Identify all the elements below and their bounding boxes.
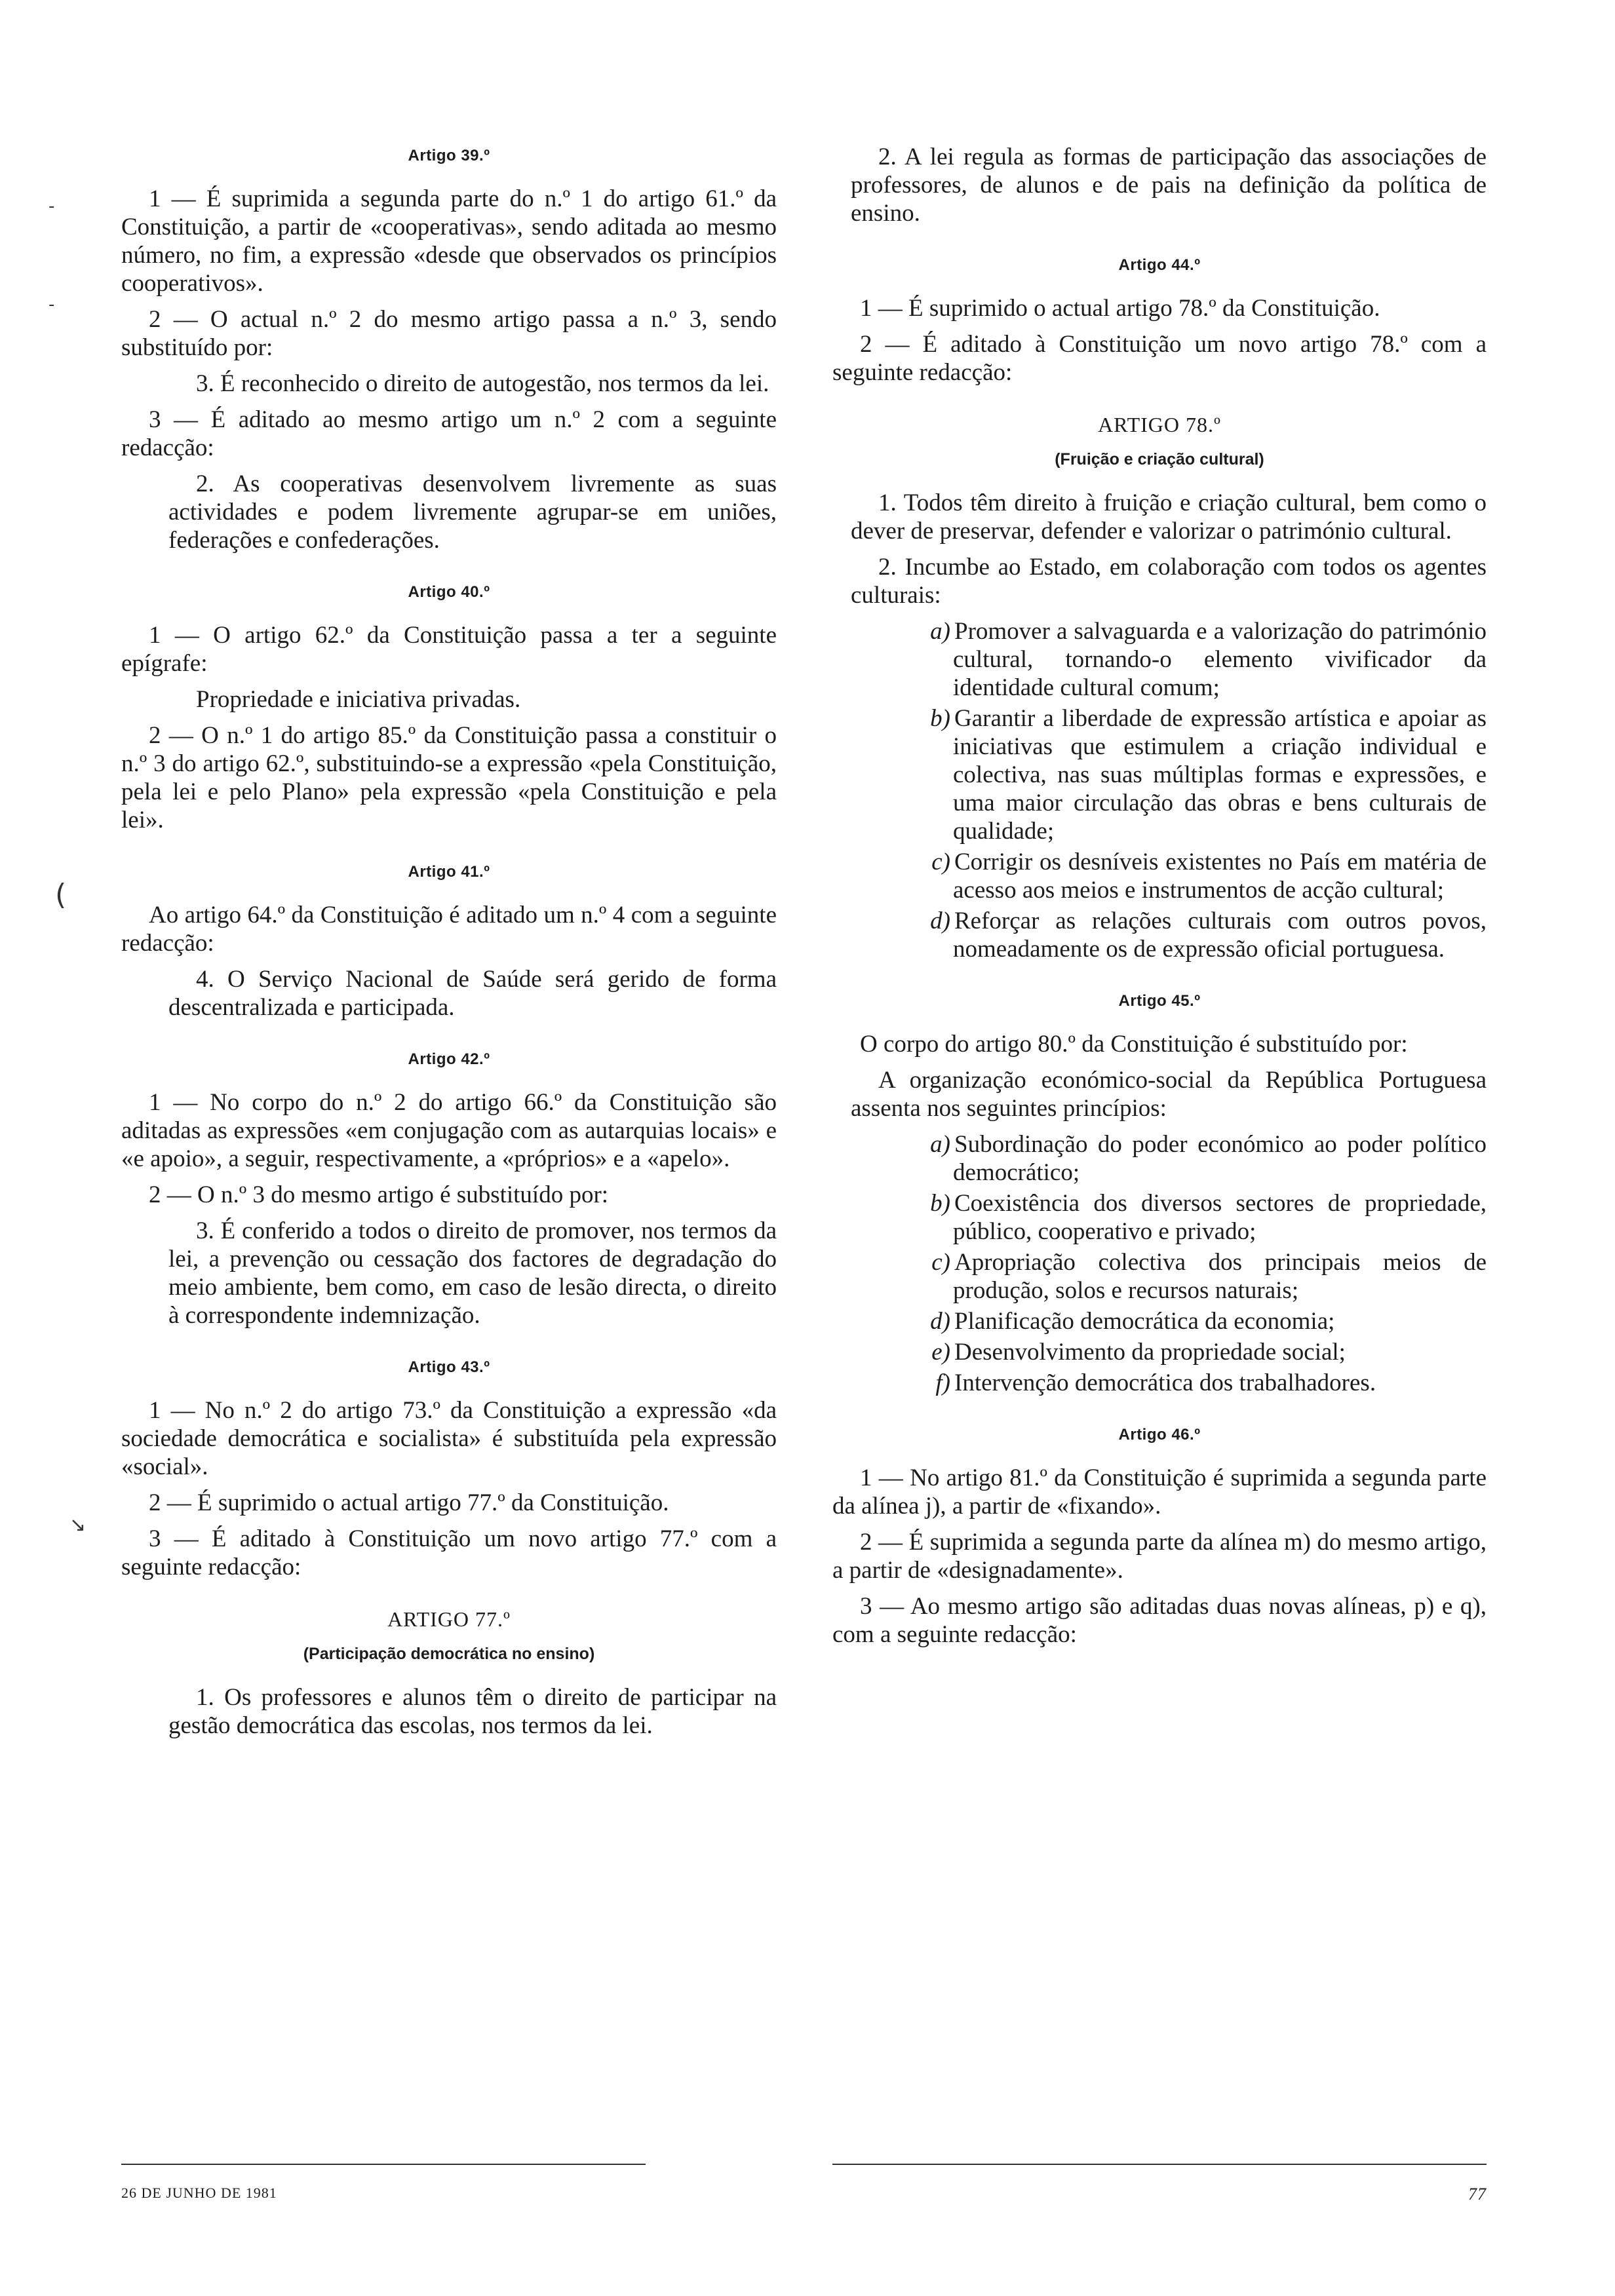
article-42-heading: Artigo 42.º — [408, 1050, 490, 1068]
article-43-paragraph-1: 1 — No n.º 2 do artigo 73.º da Constituição a expressão «da sociedade democrática e socialista» é substituída pela expressão «social». — [121, 1397, 777, 1480]
article-45-heading: Artigo 45.º — [1118, 992, 1201, 1010]
article-40-quote-1: Propriedade e iniciativa privadas. — [196, 686, 521, 713]
article-41-quote-1: 4. O Serviço Nacional de Saúde será gerido de forma descentralizada e participada. — [168, 966, 777, 1021]
article-44-heading: Artigo 44.º — [1118, 256, 1201, 274]
article-77-quote-1: 1. Os professores e alunos têm o direito de participar na gestão democrática das escolas, nos termos da lei. — [168, 1684, 777, 1739]
article-77-subtitle: (Participação democrática no ensino) — [303, 1645, 595, 1663]
article-45-paragraph-1: O corpo do artigo 80.º da Constituição é substituído por: — [860, 1031, 1408, 1058]
left-column — [121, 124, 777, 1748]
scan-mark: ↘ — [69, 1514, 87, 1537]
article-42-paragraph-2: 2 — O n.º 3 do mesmo artigo é substituído por: — [149, 1181, 609, 1208]
scan-mark: - — [49, 197, 55, 216]
list-item: a) Subordinação do poder económico ao poder político democrático; — [930, 1131, 1487, 1186]
article-46-paragraph-1: 1 — No artigo 81.º da Constituição é suprimida a segunda parte da alínea j), a partir de «fixando». — [832, 1464, 1487, 1520]
article-78-subtitle: (Fruição e criação cultural) — [1055, 450, 1264, 469]
scan-mark: - — [49, 295, 55, 315]
article-78-title: ARTIGO 78.º — [1098, 413, 1221, 436]
article-78-quote-1: 1. Todos têm direito à fruição e criação cultural, bem como o dever de preservar, defender e valorizar o património cultural. — [851, 489, 1487, 545]
article-39-paragraph-3: 3 — É aditado ao mesmo artigo um n.º 2 com a seguinte redacção: — [121, 406, 777, 461]
article-44-paragraph-1: 1 — É suprimido o actual artigo 78.º da Constituição. — [860, 295, 1380, 322]
list-item: b) Garantir a liberdade de expressão artística e apoiar as iniciativas que estimulem a criação individual e colectiva, nas suas múltiplas formas e expressões, e uma maior circulação das obras e bens culturais de qualidade; — [930, 705, 1487, 845]
article-43-paragraph-3: 3 — É aditado à Constituição um novo artigo 77.º com a seguinte redacção: — [121, 1525, 777, 1580]
article-78-list — [832, 617, 1487, 963]
article-77-title: ARTIGO 77.º — [387, 1607, 511, 1631]
article-44-paragraph-2: 2 — É aditado à Constituição um novo artigo 78.º com a seguinte redacção: — [832, 331, 1487, 386]
list-item: d) Reforçar as relações culturais com outros povos, nomeadamente os de expressão oficial portuguesa. — [930, 908, 1487, 963]
footer-rule-left — [121, 2164, 646, 2165]
list-item: b) Coexistência dos diversos sectores de propriedade, público, cooperativo e privado; — [930, 1190, 1487, 1245]
article-39-heading: Artigo 39.º — [408, 147, 490, 164]
article-80-list — [832, 1130, 1487, 1397]
article-46-paragraph-3: 3 — Ao mesmo artigo são aditadas duas novas alíneas, p) e q), com a seguinte redacção: — [832, 1593, 1487, 1648]
article-43-paragraph-2: 2 — É suprimido o actual artigo 77.º da Constituição. — [149, 1489, 669, 1516]
article-39-paragraph-1: 1 — É suprimida a segunda parte do n.º 1 do artigo 61.º da Constituição, a partir de «cooperativas», sendo aditada ao mesmo número, no fim, a expressão «desde que observados os princípios cooperativos». — [121, 185, 777, 297]
page-number: 77 — [1468, 2185, 1487, 2204]
list-item: c) Apropriação colectiva dos principais meios de produção, solos e recursos naturais; — [931, 1249, 1487, 1304]
article-41-paragraph-1: Ao artigo 64.º da Constituição é aditado um n.º 4 com a seguinte redacção: — [121, 902, 777, 957]
article-46-paragraph-2: 2 — É suprimida a segunda parte da alínea m) do mesmo artigo, a partir de «designadamente». — [832, 1529, 1487, 1584]
article-42-quote-1: 3. É conferido a todos o direito de promover, nos termos da lei, a prevenção ou cessação dos factores de degradação do meio ambiente, bem como, em caso de lesão directa, o direito à correspondente indemnização. — [168, 1217, 777, 1329]
article-39-quote-2: 2. As cooperativas desenvolvem livremente as suas actividades e podem livremente agrupar-se em uniões, federações e confederações. — [168, 470, 777, 554]
article-78-quote-2: 2. Incumbe ao Estado, em colaboração com todos os agentes culturais: — [851, 554, 1487, 609]
list-item: c) Corrigir os desníveis existentes no País em matéria de acesso aos meios e instrumentos de acção cultural; — [931, 849, 1487, 904]
footer-date: 26 DE JUNHO DE 1981 — [121, 2185, 277, 2201]
list-item: a) Promover a salvaguarda e a valorização do património cultural, tornando-o elemento vivificador da identidade cultural comum; — [930, 618, 1487, 701]
article-42-paragraph-1: 1 — No corpo do n.º 2 do artigo 66.º da Constituição são aditadas as expressões «em conjugação com as autarquias locais» e «e apoio», a seguir, respectivamente, a «próprios» e a «apelo». — [121, 1089, 777, 1172]
footer-rule-right — [832, 2164, 1487, 2165]
article-40-paragraph-2: 2 — O n.º 1 do artigo 85.º da Constituição passa a constituir o n.º 3 do artigo 62.º, substituindo-se a expressão «pela Constituição, pela lei e pelo Plano» pela expressão «pela Constituição e pela lei». — [121, 722, 777, 833]
article-46-heading: Artigo 46.º — [1118, 1426, 1201, 1444]
scan-mark: ( — [55, 878, 67, 911]
article-77-quote-2: 2. A lei regula as formas de participação das associações de professores, de alunos e de pais na definição da política de ensino. — [851, 144, 1487, 227]
article-43-heading: Artigo 43.º — [408, 1358, 490, 1376]
right-column — [832, 124, 1487, 1656]
list-item: e) Desenvolvimento da propriedade social; — [931, 1339, 1346, 1366]
article-39-quote-1: 3. É reconhecido o direito de autogestão, nos termos da lei. — [196, 370, 769, 397]
article-40-heading: Artigo 40.º — [408, 583, 490, 601]
article-45-quote-1: A organização económico-social da República Portuguesa assenta nos seguintes princípios: — [851, 1067, 1487, 1122]
list-item: f) Intervenção democrática dos trabalhadores. — [935, 1369, 1376, 1396]
article-41-heading: Artigo 41.º — [408, 863, 490, 881]
article-40-paragraph-1: 1 — O artigo 62.º da Constituição passa a ter a seguinte epígrafe: — [121, 622, 777, 677]
list-item: d) Planificação democrática da economia; — [930, 1308, 1335, 1335]
article-39-paragraph-2: 2 — O actual n.º 2 do mesmo artigo passa a n.º 3, sendo substituído por: — [121, 306, 777, 361]
